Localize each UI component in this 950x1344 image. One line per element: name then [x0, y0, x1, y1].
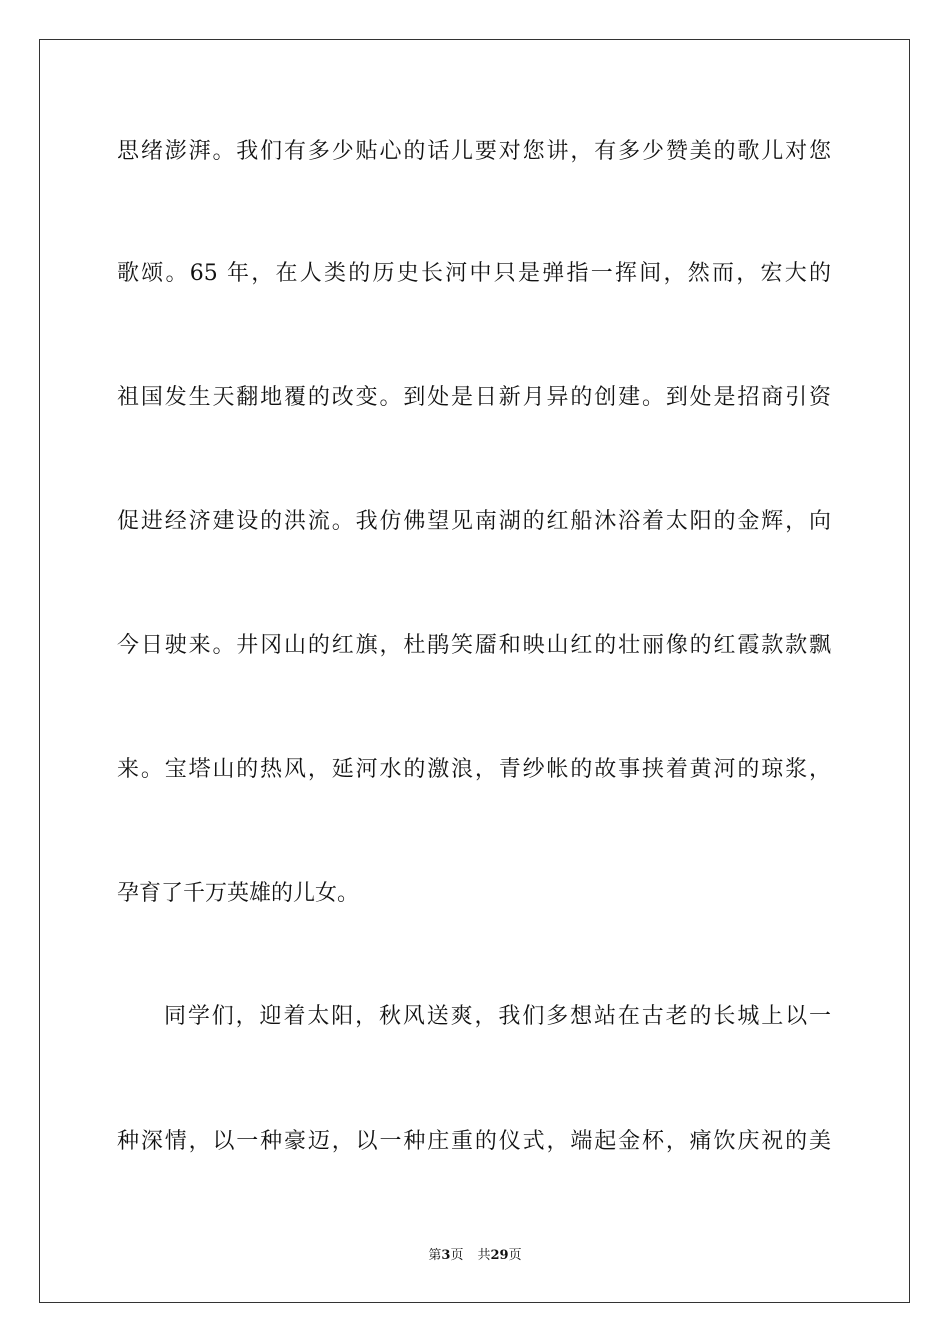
- footer-total-suffix: 页: [508, 1248, 522, 1263]
- body-line-4: 促进经济建设的洪流。我仿佛望见南湖的红船沐浴着太阳的金辉，向: [117, 509, 831, 534]
- footer-total-pages: 29: [490, 1248, 509, 1263]
- page-footer: [0, 1247, 950, 1265]
- body-line-5: 今日驶来。井冈山的红旗，杜鹃笑靥和映山红的壮丽像的红霞款款飘: [117, 633, 831, 658]
- body-line-1: 思绪澎湃。我们有多少贴心的话儿要对您讲，有多少赞美的歌儿对您: [117, 139, 831, 164]
- body-line-3: 祖国发生天翻地覆的改变。到处是日新月异的创建。到处是招商引资: [117, 385, 831, 410]
- footer-page-suffix: 页: [450, 1248, 464, 1263]
- footer-page-number: 3: [441, 1248, 451, 1263]
- body-line-9: 种深情，以一种豪迈，以一种庄重的仪式，端起金杯，痛饮庆祝的美: [117, 1129, 831, 1154]
- body-line-7: 孕育了千万英雄的儿女。: [117, 881, 360, 906]
- body-line-2: 歌颂。65 年，在人类的历史长河中只是弹指一挥间，然而，宏大的: [117, 261, 831, 286]
- footer-page-prefix: 第: [428, 1248, 442, 1263]
- footer-total-prefix: 共: [477, 1248, 491, 1263]
- body-line-6: 来。宝塔山的热风，延河水的激浪，青纱帐的故事挟着黄河的琼浆，: [117, 757, 831, 782]
- page-border: [39, 39, 910, 1303]
- body-line-8: 同学们，迎着太阳，秋风送爽，我们多想站在古老的长城上以一: [164, 1004, 831, 1029]
